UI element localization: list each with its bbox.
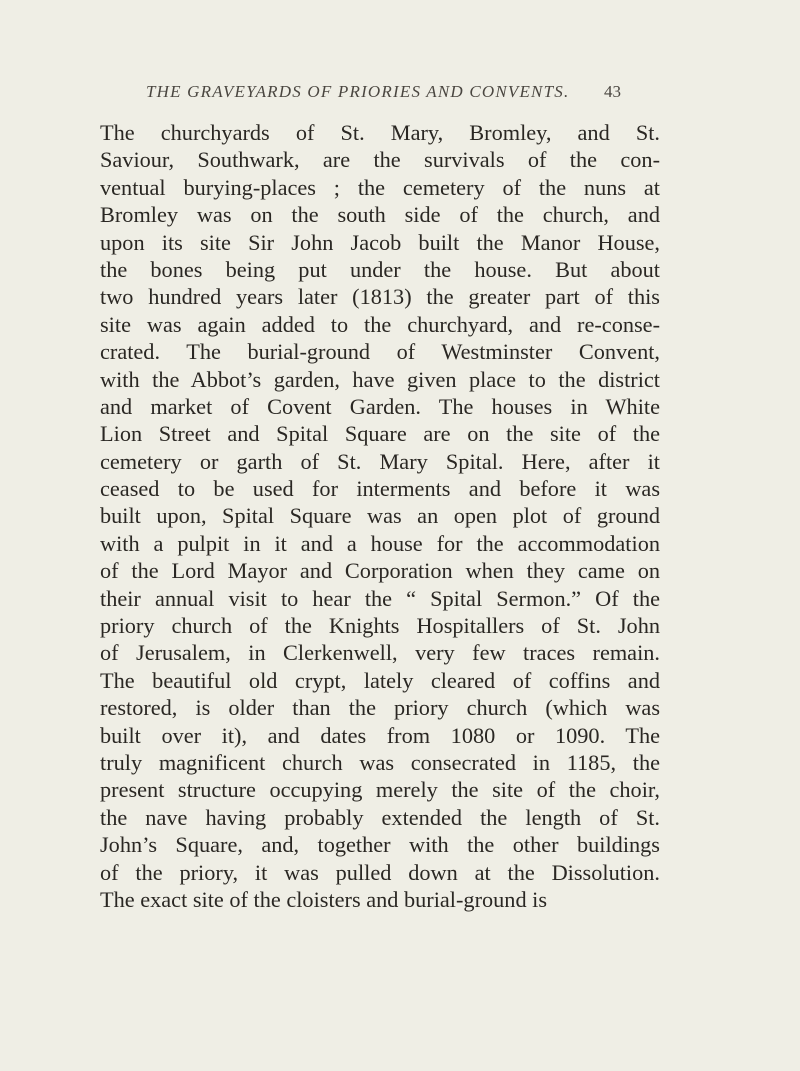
text-line: their annual visit to hear the “ Spital Sermon.” Of the bbox=[100, 585, 660, 611]
text-line: The churchyards of St. Mary, Bromley, and St. bbox=[100, 120, 660, 145]
text-line: two hundred years later (1813) the greater part of this bbox=[100, 284, 660, 310]
text-line: of the priory, it was pulled down at the Dissolution. bbox=[100, 859, 660, 885]
text-line: with a pulpit in it and a house for the accommodation bbox=[100, 530, 660, 556]
text-line: with the Abbot’s garden, have given place to the district bbox=[100, 366, 660, 392]
text-line: The beautiful old crypt, lately cleared of coffins and bbox=[100, 667, 660, 693]
text-line: restored, is older than the priory church (which was bbox=[100, 695, 660, 721]
text-line: of Jerusalem, in Clerkenwell, very few traces remain. bbox=[100, 640, 660, 666]
text-line: ventual burying-places ; the cemetery of the nuns at bbox=[100, 174, 660, 200]
text-line: Lion Street and Spital Square are on the site of the bbox=[100, 421, 660, 447]
text-line: site was again added to the churchyard, and re-conse- bbox=[100, 311, 660, 337]
body-text bbox=[100, 119, 660, 913]
text-line: built upon, Spital Square was an open plot of ground bbox=[100, 503, 660, 529]
page-number: 43 bbox=[604, 82, 621, 101]
text-line: Saviour, Southwark, are the survivals of the con- bbox=[100, 147, 660, 173]
text-line: truly magnificent church was consecrated in 1185, the bbox=[100, 749, 660, 775]
running-head: THE GRAVEYARDS OF PRIORIES AND CONVENTS. bbox=[146, 82, 570, 101]
text-line: The exact site of the cloisters and burial-ground is bbox=[100, 886, 548, 912]
text-line: built over it), and dates from 1080 or 1090. The bbox=[100, 722, 660, 748]
text-line: and market of Covent Garden. The houses in White bbox=[100, 393, 660, 419]
text-line: crated. The burial-ground of Westminster Convent, bbox=[100, 339, 660, 365]
text-line: John’s Square, and, together with the other buildings bbox=[100, 832, 660, 858]
text-line: the nave having probably extended the length of St. bbox=[100, 804, 660, 830]
text-line: the bones being put under the house. But about bbox=[100, 256, 660, 282]
text-line: upon its site Sir John Jacob built the Manor House, bbox=[100, 229, 660, 255]
text-line: of the Lord Mayor and Corporation when they came on bbox=[100, 558, 660, 584]
text-line: priory church of the Knights Hospitallers of St. John bbox=[100, 613, 660, 639]
text-line: present structure occupying merely the site of the choir, bbox=[100, 777, 660, 803]
text-line: ceased to be used for interments and before it was bbox=[100, 476, 660, 502]
text-line: Bromley was on the south side of the church, and bbox=[100, 202, 660, 228]
text-line: cemetery or garth of St. Mary Spital. Here, after it bbox=[100, 448, 660, 474]
